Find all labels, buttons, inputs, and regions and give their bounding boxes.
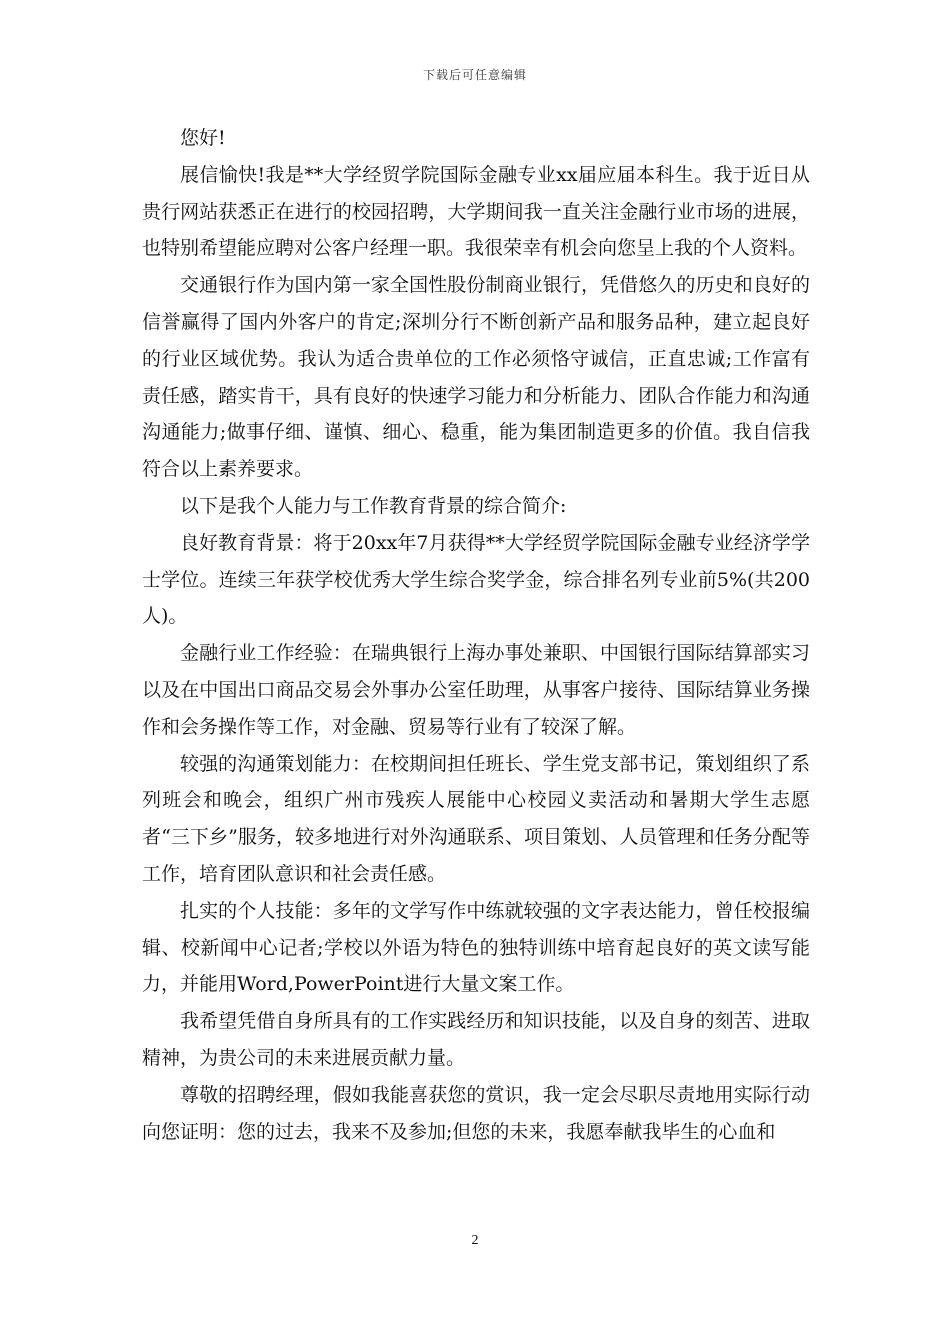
- paragraph-hope: 我希望凭借自身所具有的工作实践经历和知识技能，以及自身的刻苦、进取精神，为贵公司的未来进展贡献力量。: [142, 1010, 810, 1069]
- header-note: 下载后可任意编辑: [422, 68, 527, 82]
- letter-body: [142, 120, 810, 1150]
- paragraph-skills: 扎实的个人技能：多年的文学写作中练就较强的文字表达能力，曾任校报编辑、校新闻中心记者;学校以外语为特色的独特训练中培育起良好的英文读写能力，并能用Word,PowerPoint进行大量文案工作。: [142, 899, 810, 996]
- paragraph-education: 良好教育背景：将于20xx年7月获得**大学经贸学院国际金融专业经济学学士学位。连续三年获学校优秀大学生综合奖学金，综合排名列专业前5%(共200人)。: [142, 531, 810, 628]
- paragraph-bank-description: 交通银行作为国内第一家全国性股份制商业银行，凭借悠久的历史和良好的信誉赢得了国内外客户的肯定;深圳分行不断创新产品和服务品种，建立起良好的行业区域优势。我认为适合贵单位的工作必须恪守诚信，正直忠诚;工作富有责任感，踏实肯干，具有良好的快速学习能力和分析能力、团队合作能力和沟通沟通能力;做事仔细、谨慎、细心、稳重，能为集团制造更多的价值。我自信我符合以上素养要求。: [142, 274, 810, 481]
- paragraph-closing: 尊敬的招聘经理，假如我能喜获您的赏识，我一定会尽职尽责地用实际行动向您证明：您的过去，我来不及参加;但您的未来，我愿奉献我毕生的心血和: [142, 1083, 810, 1143]
- paragraph-experience: 金融行业工作经验：在瑞典银行上海办事处兼职、中国银行国际结算部实习以及在中国出口商品交易会外事办公室任助理，从事客户接待、国际结算业务操作和会务操作等工作，对金融、贸易等行业有了较深了解。: [142, 642, 810, 738]
- paragraph-greeting: 您好!: [180, 127, 226, 149]
- paragraph-introduction: 展信愉快!我是**大学经贸学院国际金融专业xx届应届本科生。我于近日从贵行网站获悉正在进行的校园招聘，大学期间我一直关注金融行业市场的进展，也特别希望能应聘对公客户经理一职。我很荣幸有机会向您呈上我的个人资料。: [142, 163, 810, 260]
- paragraph-communication: 较强的沟通策划能力：在校期间担任班长、学生党支部书记，策划组织了系列班会和晚会，组织广州市残疾人展能中心校园义卖活动和暑期大学生志愿者“三下乡”服务，较多地进行对外沟通联系、项目策划、人员管理和任务分配等工作，培育团队意识和社会责任感。: [142, 752, 810, 885]
- paragraph-summary-lead: 以下是我个人能力与工作教育背景的综合简介:: [180, 494, 567, 517]
- page-number: 2: [471, 1233, 479, 1248]
